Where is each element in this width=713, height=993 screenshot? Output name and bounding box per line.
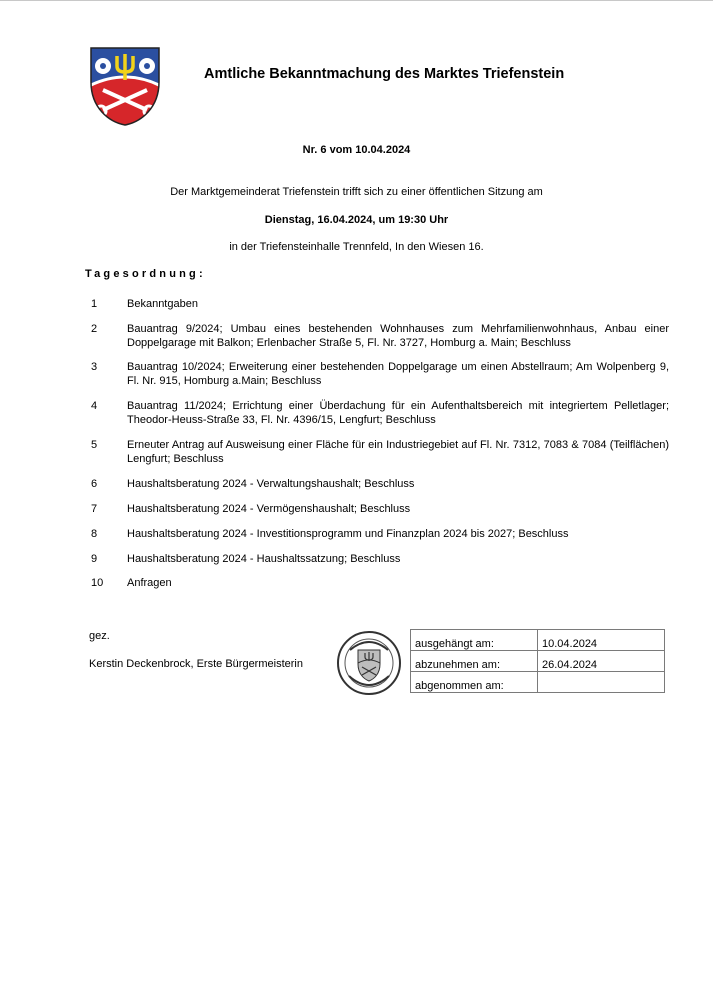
coat-of-arms-logo [89, 46, 161, 126]
agenda-item-text: Bekanntgaben [127, 298, 198, 310]
agenda-item-text: Haushaltsberatung 2024 - Haushaltssatzung; Beschluss [127, 553, 401, 565]
agenda-item-text: Erneuter Antrag auf Ausweisung einer Fläche für ein Industriegebiet auf Fl. Nr. 7312, 7083 & 7084 (Teilflächen) Lengfurt; Beschluss [127, 439, 669, 465]
agenda-heading: Tagesordnung: [85, 268, 206, 280]
agenda-item-number: 10 [91, 577, 104, 589]
agenda-item-text: Bauantrag 9/2024; Umbau eines bestehenden Wohnhauses zum Mehrfamilienwohnhaus, Anbau einer Doppelgarage mit Balkon; Erlenbacher Straße 5, Fl. Nr. 3727, Homburg a. Main; Beschluss [127, 323, 669, 349]
posting-record-table [410, 629, 665, 693]
agenda-item-text: Haushaltsberatung 2024 - Verwaltungshaushalt; Beschluss [127, 478, 415, 490]
posting-label: abzunehmen am: [411, 651, 538, 672]
signer-name: Kerstin Deckenbrock, Erste Bürgermeisterin [89, 658, 303, 670]
agenda-item-text: Bauantrag 10/2024; Erweiterung einer bestehenden Doppelgarage um einen Abstellraum; Am Wolpenberg 9, Fl. Nr. 915, Homburg a.Main; Beschluss [127, 361, 669, 387]
agenda-item-text: Haushaltsberatung 2024 - Investitionsprogramm und Finanzplan 2024 bis 2027; Beschluss [127, 528, 569, 540]
agenda-item-number: 1 [91, 298, 98, 310]
table-row [411, 651, 665, 672]
agenda-item-text: Anfragen [127, 577, 172, 589]
posting-value: 10.04.2024 [538, 630, 665, 651]
signature-gez: gez. [89, 630, 110, 642]
agenda-item-number: 2 [91, 323, 98, 335]
agenda-item-number: 8 [91, 528, 98, 540]
posting-label: ausgehängt am: [411, 630, 538, 651]
table-row [411, 672, 665, 693]
agenda-item-text: Bauantrag 11/2024; Errichtung einer Überdachung für ein Aufenthaltsbereich mit integriertem Pelletlager; Theodor-Heuss-Straße 33, Fl. Nr. 4396/15, Lengfurt; Beschluss [127, 400, 669, 426]
agenda-item-number: 4 [91, 400, 98, 412]
page-title: Amtliche Bekanntmachung des Marktes Triefenstein [204, 66, 565, 82]
agenda-item-number: 3 [91, 361, 98, 373]
official-seal-stamp [336, 630, 402, 696]
meeting-date-time: Dienstag, 16.04.2024, um 19:30 Uhr [264, 214, 449, 226]
table-row [411, 630, 665, 651]
meeting-venue: in der Triefensteinhalle Trennfeld, In den Wiesen 16. [229, 241, 484, 253]
agenda-item-text: Haushaltsberatung 2024 - Vermögenshaushalt; Beschluss [127, 503, 411, 515]
agenda-item-number: 9 [91, 553, 98, 565]
agenda-item-number: 5 [91, 439, 98, 451]
agenda-item-number: 6 [91, 478, 98, 490]
issue-number: Nr. 6 vom 10.04.2024 [302, 144, 411, 156]
agenda-item-number: 7 [91, 503, 98, 515]
posting-value [538, 672, 665, 693]
intro-text: Der Marktgemeinderat Triefenstein trifft sich zu einer öffentlichen Sitzung am [170, 186, 543, 198]
posting-label: abgenommen am: [411, 672, 538, 693]
posting-value: 26.04.2024 [538, 651, 665, 672]
